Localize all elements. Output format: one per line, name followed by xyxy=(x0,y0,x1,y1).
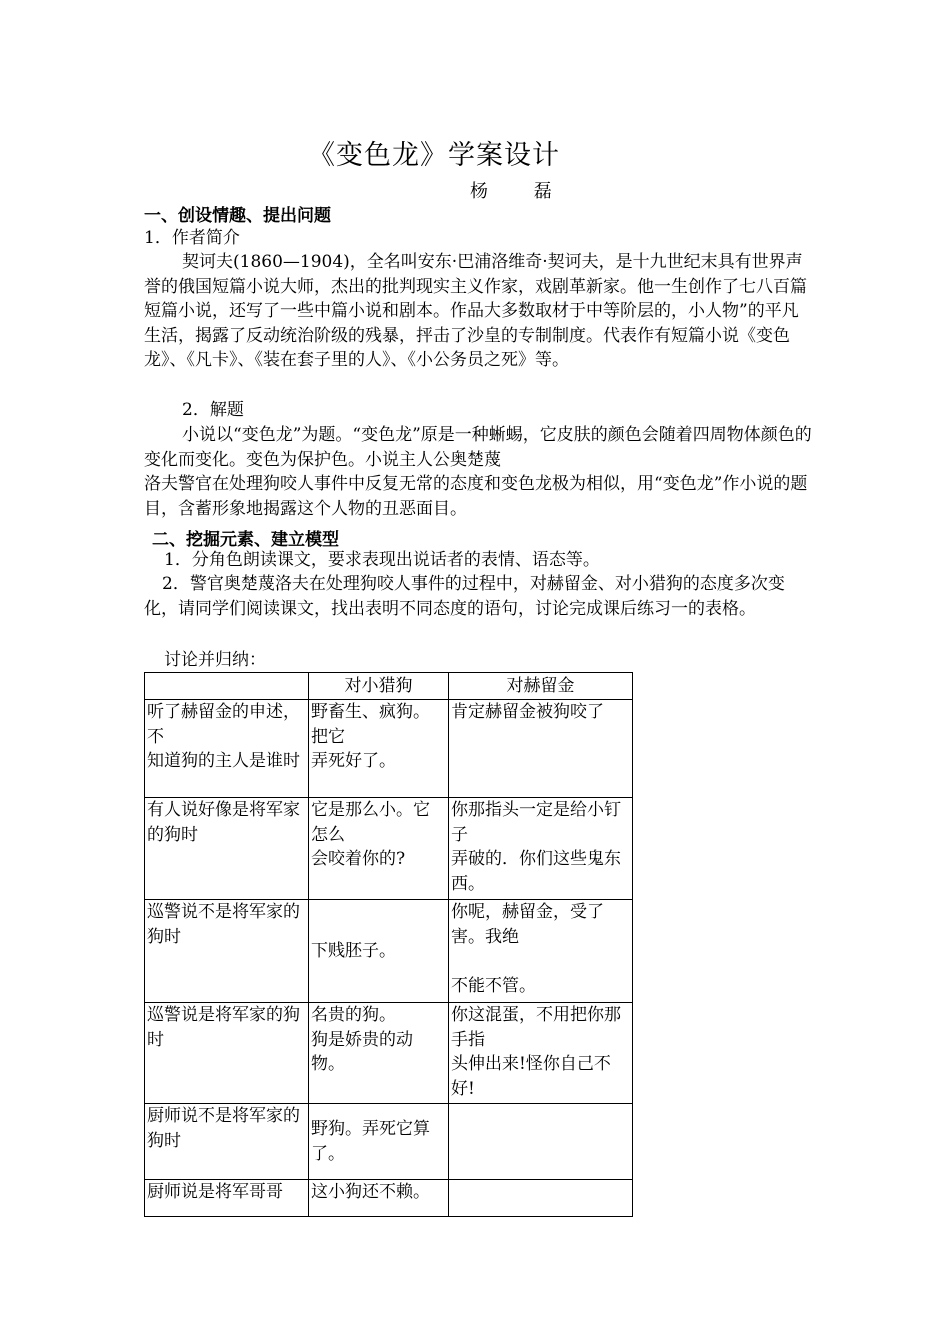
page-title: 《变色龙》学案设计 xyxy=(308,140,560,171)
table-cell: 你这混蛋，不用把你那手指 头伸出来!怪你自己不好! xyxy=(449,1003,633,1104)
table-row xyxy=(145,1003,633,1104)
table-cell: 下贱胚子。 xyxy=(309,900,449,1003)
section1-item1-heading: 1．作者简介 xyxy=(144,228,240,248)
table-cell: 名贵的狗。 狗是娇贵的动物。 xyxy=(309,1003,449,1104)
table-cell: 巡警说不是将军家的 狗时 xyxy=(145,900,309,1003)
table-header-cell: 对赫留金 xyxy=(449,673,633,700)
table-cell: 厨师说不是将军家的 狗时 xyxy=(145,1104,309,1180)
section2-item2: 2．警官奥楚蔑洛夫在处理狗咬人事件的过程中，对赫留金、对小猎狗的态度多次变化，请同学们阅读课文，找出表明不同态度的语句，讨论完成课后练习一的表格。 xyxy=(144,574,785,619)
table-cell: 肯定赫留金被狗咬了 xyxy=(449,700,633,798)
title-explanation-paragraph-b: 洛夫警官在处理狗咬人事件中反复无常的态度和变色龙极为相似，用“变色龙”作小说的题目，含蓄形象地揭露这个人物的丑恶面目。 xyxy=(144,474,808,519)
author-name: 杨 磊 xyxy=(470,181,572,202)
table-cell: 听了赫留金的申述，不 知道狗的主人是谁时 xyxy=(145,700,309,798)
section2-heading: 二、挖掘元素、建立模型 xyxy=(152,530,339,550)
attitude-table xyxy=(144,672,633,1217)
table-header-cell xyxy=(145,673,309,700)
table-cell: 它是那么小。它怎么 会咬着你的? xyxy=(309,798,449,900)
table-cell: 野畜生、疯狗。把它 弄死好了。 xyxy=(309,700,449,798)
table-cell: 你那指头一定是给小钉子 弄破的．你们这些鬼东西。 xyxy=(449,798,633,900)
table-cell: 你呢，赫留金，受了害。我绝 不能不管。 xyxy=(449,900,633,1003)
discuss-label: 讨论并归纳： xyxy=(164,650,266,670)
table-row xyxy=(145,1104,633,1180)
author-intro-paragraph: 契诃夫(1860—1904)，全名叫安东·巴浦洛维奇·契诃夫，是十九世纪末具有世界声誉的俄国短篇小说大师，杰出的批判现实主义作家，戏剧革新家。他一生创作了七八百篇短篇小说，还写了一些中篇小说和剧本。作品大多数取材于中等阶层的，小人物”的平凡生活，揭露了反动统治阶级的残暴，抨击了沙皇的专制制度。代表作有短篇小说《变色龙》、《凡卡》、《装在套子里的人》、《小公务员之死》等。 xyxy=(144,252,807,370)
table-cell: 厨师说是将军哥哥 xyxy=(145,1180,309,1217)
section1-item2-heading: 2．解题 xyxy=(182,400,244,420)
table-header-row xyxy=(145,673,633,700)
section1-heading: 一、创设情趣、提出问题 xyxy=(144,206,331,226)
title-explanation-paragraph-a: 小说以“变色龙”为题。“变色龙”原是一种蜥蜴，它皮肤的颜色会随着四周物体颜色的变化而变化。变色为保护色。小说主人公奥楚蔑 xyxy=(144,425,812,470)
table-cell: 巡警说是将军家的狗时 xyxy=(145,1003,309,1104)
table-cell: 这小狗还不赖。 xyxy=(309,1180,449,1217)
table-row xyxy=(145,798,633,900)
table-cell xyxy=(449,1180,633,1217)
table-cell: 野狗。弄死它算了。 xyxy=(309,1104,449,1180)
table-row xyxy=(145,1180,633,1217)
table-header-cell: 对小猎狗 xyxy=(309,673,449,700)
table-row xyxy=(145,700,633,798)
table-cell xyxy=(449,1104,633,1180)
table-cell: 有人说好像是将军家 的狗时 xyxy=(145,798,309,900)
section2-item1: 1．分角色朗读课文，要求表现出说话者的表情、语态等。 xyxy=(164,550,600,570)
table-row xyxy=(145,900,633,1003)
